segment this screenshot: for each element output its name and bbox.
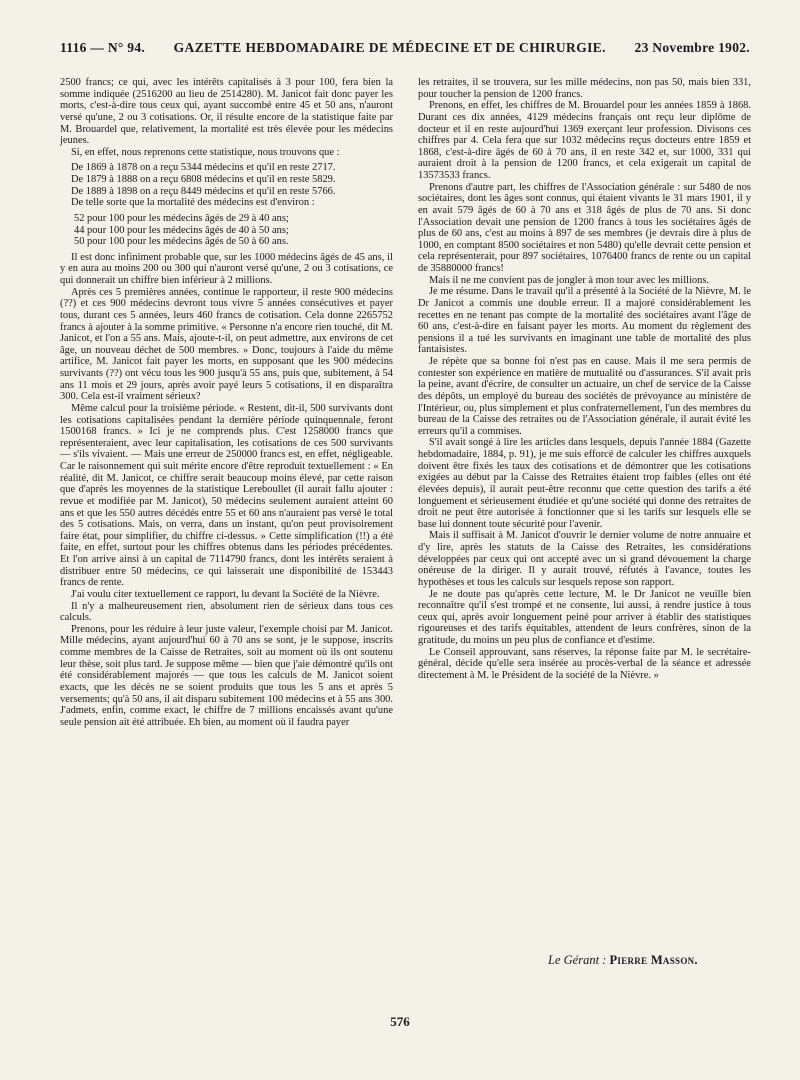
paragraph: 2500 francs; ce qui, avec les intérêts capitalisés à 3 pour 100, fera bien la somme indiquée (2516200 au lieu de 2514280). M. Janicot fait donc payer les morts, c'est-à-dire tous ceux qui, ayant succombé entre 45 et 50 ans, n'auront versé qu'une, 2 ou 3 cotisations. Or, il résulte encore de la statistique faite par M. Brouardel que, relativement, la mortalité est très élevée pour les médecins jeunes. — [60, 77, 393, 147]
paragraph: Il n'y a malheureusement rien, absolument rien de sérieux dans tous ces calculs. — [60, 600, 393, 624]
paragraph: Je me résume. Dans le travail qu'il a présenté à la Société de la Nièvre, M. le Dr Janicot a commis une double erreur. Il a majoré considérablement les recettes en ne tenant pas compte de la mortalité des sociétaires avant l'âge de 60 ans, c'est-à-dire en faisant payer les morts. Au moment du règlement des pensions il a tué les survivants en imaginant une table de mortalité des plus fantaisistes. — [418, 286, 751, 356]
folio-number: 576 — [390, 1014, 410, 1029]
paragraph: De telle sorte que la mortalité des médecins est d'environ : — [71, 197, 315, 209]
paragraph: Le Conseil approuvant, sans réserves, la réponse faite par M. le secrétaire-général, décide qu'elle sera insérée au procès-verbal de la séance et adressée directement à M. le Président de la société de la Nièvre. » — [418, 646, 751, 681]
paragraph: Je répète que sa bonne foi n'est pas en cause. Mais il me sera permis de contester son expérience en matière de mutualité ou d'assurances. S'il avait pris la peine, avant d'écrire, de consulter un actuaire, un chef de service de la Caisse des dépôts, un employé du bureau des sociétés de prévoyance au ministère de l'Intérieur, ou, plus simplement et plus confraternellement, l'un des membres du bureau de la Caisse des retraites ou de l'Association générale, il aurait évité les erreurs qu'il a commises. — [418, 356, 751, 437]
paragraph: Mais il ne me convient pas de jongler à mon tour avec les millions. — [429, 274, 710, 286]
signature-label: Le Gérant : — [548, 953, 607, 967]
paragraph: S'il avait songé à lire les articles dans lesquels, depuis l'année 1884 (Gazette hebdomadaire, 1884, p. 91), je me suis efforcé de calculer les chiffres auxquels doivent être fixés les taux des cotisations et de démontrer que les cotisations exigées au début par la Caisse des Retraites étaient trop faibles (elles ont été élevées depuis), il aurait peut-être reconnu que cette question des tarifs a été longuement et sérieusement étudiée et qu'une société qui donne des retraites de droit ne peut être autorisée à fonctionner que si les tarifs sur lesquels elle se base lui donnent toute sécurité pour l'avenir. — [418, 437, 751, 530]
paragraph: J'ai voulu citer textuellement ce rapport, lu devant la Société de la Nièvre. — [71, 588, 380, 600]
paragraph: Prenons, en effet, les chiffres de M. Brouardel pour les années 1859 à 1868. Durant ces dix années, 4129 médecins français ont reçu leur diplôme de docteur et il en reste aujourd'hui 1369 exerçant leur profession. Divisons ces chiffres par 4. Cela fera que sur 1032 médecins reçus docteurs entre 1859 et 1868, c'est-à-dire âgés de 60 à 70 ans, il en reste 342 et, sur 1000, 331 qui auraient droit à la pension de 1200 francs, et cela exigerait un capital de 13573533 francs. — [418, 100, 751, 181]
paragraph: Mais il suffisait à M. Janicot d'ouvrir le dernier volume de notre annuaire et d'y lire, après les statuts de la Caisse des Retraites, les considérations développées par ceux qui ont accepté avec un si grand dévouement la charge onéreuse de la diriger. Il y aurait trouvé, réfutés à l'avance, toutes les hypothèses et tous les calculs sur lesquels repose son rapport. — [418, 530, 751, 588]
paragraph: Prenons, pour les réduire à leur juste valeur, l'exemple choisi par M. Janicot. Mille médecins, ayant aujourd'hui 60 à 70 ans se sont, je le suppose, inscrits comme membres de la Caisse de Retraites, soit au moment où ils ont soutenu leur thèse, soit plus tard. Je suppose même — bien que j'aie démontré qu'ils ont été considérablement majorés — que tous les calculs de M. Janicot soient exacts, que les décès ne se soient produits que tous les 5 ans et après 5 versements; qu'à 50 ans, il ait disparu subitement 100 médecins et à 55 ans 300. J'admets, enfin, comme exact, le chiffre de 7 millions encaissés avant qu'une seule pension ait été attribuée. Eh bien, au moment où il faudra payer — [60, 623, 393, 728]
paragraph: 44 pour 100 pour les médecins âgés de 40 à 50 ans; — [74, 224, 289, 236]
paragraph: De 1869 à 1878 on a reçu 5344 médecins et qu'il en reste 2717. — [71, 162, 336, 174]
paragraph: Je ne doute pas qu'après cette lecture, M. le Dr Janicot ne veuille bien reconnaître qu'il s'est trompé et ne consente, lui aussi, à rendre justice à tous ceux qui, après avoir longuement peiné pour arriver à établir des statistiques rigoureuses et des tarifs équitables, attendent de leurs confrères, sinon de la gratitude, du moins un peu plus de confiance et d'estime. — [418, 588, 751, 646]
signature-name: Pierre Masson. — [609, 953, 698, 967]
paragraph: Prenons d'autre part, les chiffres de l'Association générale : sur 5480 de nos sociétaires, dont les âges sont connus, qui étaient vivants le 31 mars 1901, il y en avait 579 âgés de 60 à 70 ans et 318 âgés de plus de 70 ans. Si donc l'Association devait une pension de 1200 francs à tous les sociétaires âgés de plus de 60 ans, c'est au moins à 897 de ses membres (je devrais dire à plus de 1000, en comptant 8500 sociétaires et non 5480) qu'elle devrait cette pension et cela représenterait, pour 897 sociétaires, 1076400 francs de rente ou un capital de 35880000 francs! — [418, 181, 751, 274]
signature — [548, 953, 698, 968]
paragraph: Si, en effet, nous reprenons cette statistique, nous trouvons que : — [71, 146, 340, 158]
paragraph: 52 pour 100 pour les médecins âgés de 29 à 40 ans; — [74, 212, 289, 224]
paragraph: De 1879 à 1888 on a reçu 6808 médecins et qu'il en reste 5829. — [71, 174, 336, 185]
paragraph: De 1889 à 1898 on a reçu 8449 médecins et qu'il en reste 5766. — [71, 185, 336, 197]
paragraph: Après ces 5 premières années, continue le rapporteur, il reste 900 médecins (??) et ces 900 médecins devront tous vivre 5 années consécutives et payer tous, durant ces 5 années, leurs 460 francs de cotisation. Cela donne 2265752 francs à ajouter à la somme primitive. « Personne n'a encore rien touché, dit M. Janicot, et l'on a 55 ans. Mais, ajoute-t-il, on peut admettre, aux environs de cet âge, un nouveau déchet de 500 membres. » Donc, toujours à l'aide du même artifice, M. Janicot fait payer les morts, en supposant que les 900 médecins survivants (??) ont vécu tous les 900 jusqu'à 55 ans, puis que, subitement, à 54 ans 11 mois et 29 jours, après avoir payé leurs 5 cotisations, il en disparaîtra 300. Cela est-il vraiment sérieux? — [60, 286, 393, 403]
journal-title: GAZETTE HEBDOMADAIRE DE MÉDECINE ET DE CHIRURGIE. — [173, 40, 606, 55]
right-column — [418, 77, 751, 682]
paragraph: les retraites, il se trouvera, sur les mille médecins, non pas 50, mais bien 331, pour toucher la pension de 1200 francs. — [418, 77, 751, 100]
page-number-issue: 1116 — N° 94. — [60, 40, 146, 55]
left-column — [60, 77, 393, 728]
paragraph: Même calcul pour la troisième période. « Restent, dit-il, 500 survivants dont les cotisations capitalisées pendant la dernière période quinquennale, feront 1500168 francs. » Ici je ne comprends plus. C'est 1258000 francs que représenteraient, avec leur capitalisation, les cotisations de ces 500 survivants — s'ils vivaient. — Mais une erreur de 250000 francs est, en effet, négligeable. Car le raisonnement qui suit mérite encore d'être reproduit textuellement : « En réalité, dit M. Janicot, ce chiffre serait beaucoup moins élevé, par cette raison que d'après les moyennes de la statistique Lereboullet (il aurait fallu ajouter : revue et modifiée par M. Janicot), 50 médecins seulement auraient atteint 60 ans et que les 550 autres décédés entre 55 et 60 ans n'auraient pas versé le total des 5 cotisations. Mais, on verra, dans un instant, qu'on peut provisoirement faire état, pour simplifier, du chiffre ci-dessus. » Cette simplification (!!) a été faite, en effet, surtout pour les chiffres obtenus dans les périodes précédentes. Et l'on arrive ainsi à un capital de 7114790 francs, dont les intérêts seraient à distribuer entre 50 médecins, ce qui laisserait une disponibilité de 153443 francs de rente. — [60, 402, 393, 589]
paragraph: 50 pour 100 pour les médecins âgés de 50 à 60 ans. — [74, 236, 289, 248]
running-header — [60, 40, 750, 56]
paragraph: Il est donc infiniment probable que, sur les 1000 médecins âgés de 45 ans, il y en aura au moins 200 ou 300 qui n'auront versé qu'une, 2 ou 3 cotisations, ce qui donnerait un chiffre bien inférieur à 2 millions. — [60, 251, 393, 286]
issue-date: 23 Novembre 1902. — [634, 40, 750, 55]
